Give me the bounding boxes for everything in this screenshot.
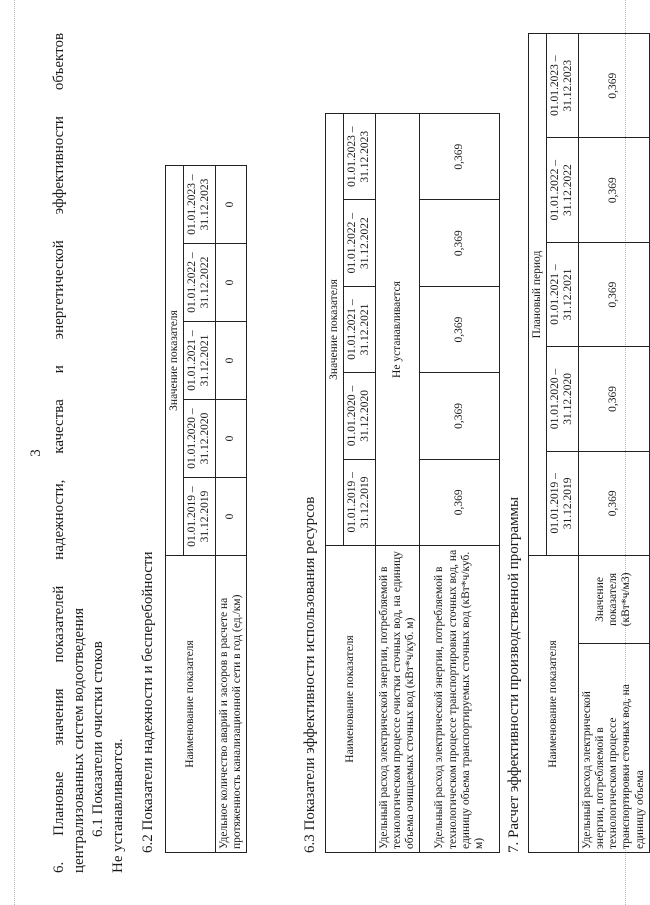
section-7-title: 7. Расчет эффективности производственной программы — [506, 496, 522, 853]
scan-left-edge — [0, 0, 15, 905]
col-name-header: Наименование показателя — [326, 545, 376, 852]
period-header: 01.01.2019 – 31.12.2019 — [184, 477, 215, 555]
value-cell: 0 — [215, 399, 246, 477]
section-6-3-title: 6.3 Показатели эффективности использования ресурсов — [302, 496, 318, 853]
value-cell: 0 — [215, 165, 246, 243]
value-cell: 0,369 — [420, 199, 500, 285]
value-cell: 0,369 — [420, 113, 500, 199]
table-row — [578, 33, 649, 852]
section-6-heading — [50, 33, 128, 873]
period-header: 01.01.2021 – 31.12.2021 — [184, 321, 215, 399]
col-name-header: Наименование показателя — [166, 555, 216, 852]
value-cell: 0,369 — [578, 33, 649, 137]
not-set-text: Не устанавливаются. — [109, 738, 126, 873]
period-header: 01.01.2020 – 31.12.2020 — [547, 346, 578, 450]
subsection-6-1-title: 6.1 Показатели очистки стоков — [90, 640, 106, 837]
value-cell: 0 — [215, 477, 246, 555]
resource-efficiency-table — [325, 113, 500, 853]
value-cell: 0 — [215, 243, 246, 321]
reliability-table — [165, 165, 247, 853]
value-cell: 0,369 — [420, 372, 500, 458]
value-header-cell: Значение показателя (кВт*ч/м3) — [578, 555, 649, 643]
period-header: 01.01.2023 – 31.12.2023 — [547, 33, 578, 137]
col-name-header: Наименование показателя — [529, 555, 579, 852]
period-header: 01.01.2022 – 31.12.2022 — [547, 137, 578, 241]
section-6-title-line2: централизованных систем водоотведения — [70, 607, 87, 873]
program-efficiency-table — [528, 33, 650, 853]
period-header: 01.01.2020 – 31.12.2020 — [344, 372, 375, 458]
value-cell: 0,369 — [578, 242, 649, 346]
col-group-header: Значение показателя — [326, 113, 344, 545]
period-header: 01.01.2022 – 31.12.2022 — [184, 243, 215, 321]
table-row — [375, 113, 420, 852]
document-page — [20, 13, 646, 893]
section-6-2-title: 6.2 Показатели надежности и бесперебойности — [140, 551, 156, 853]
not-set-cell: Не устанавливается — [375, 113, 420, 545]
period-header: 01.01.2020 – 31.12.2020 — [184, 399, 215, 477]
page-number: 3 — [28, 448, 44, 457]
period-header: 01.01.2021 – 31.12.2021 — [547, 242, 578, 346]
row-name: Удельный расход электрической энергии, потребляемой в технологическом процессе транспортировки сточных вод, на единицу объема транспортируемых сточных вод (кВт*ч/куб. м) — [420, 545, 500, 852]
period-header: 01.01.2022 – 31.12.2022 — [344, 199, 375, 285]
period-header: 01.01.2023 – 31.12.2023 — [184, 165, 215, 243]
plan-period-header: Плановый период — [529, 33, 547, 555]
section-6-title-line1: 6. Плановые значения показателей надежности, качества и энергетической эффективности объектов — [51, 32, 67, 873]
table-row — [215, 165, 246, 852]
period-header: 01.01.2023 – 31.12.2023 — [344, 113, 375, 199]
period-header: 01.01.2021 – 31.12.2021 — [344, 286, 375, 372]
period-header: 01.01.2019 – 31.12.2019 — [547, 451, 578, 555]
row-name: Удельное количество аварий и засоров в расчете на протяженность канализационной сети в год (ед./км) — [215, 555, 246, 852]
table-row — [420, 113, 500, 852]
value-cell: 0,369 — [578, 451, 649, 555]
row-name: Удельный расход электрической энергии, потребляемой в технологическом процессе очистки сточных вод, на единицу объема очищаемых сточных вод (кВт*ч/куб. м) — [375, 545, 420, 852]
value-cell: 0,369 — [420, 286, 500, 372]
period-header: 01.01.2019 – 31.12.2019 — [344, 459, 375, 545]
value-cell: 0,369 — [578, 137, 649, 241]
value-cell: 0,369 — [578, 346, 649, 450]
col-group-header: Значение показателя — [166, 165, 184, 555]
value-cell: 0 — [215, 321, 246, 399]
row-name: Удельный расход электрической энергии, потребляемой в технологическом процессе транспортировки сточных вод, на единицу объема — [578, 643, 649, 852]
value-cell: 0,369 — [420, 459, 500, 545]
